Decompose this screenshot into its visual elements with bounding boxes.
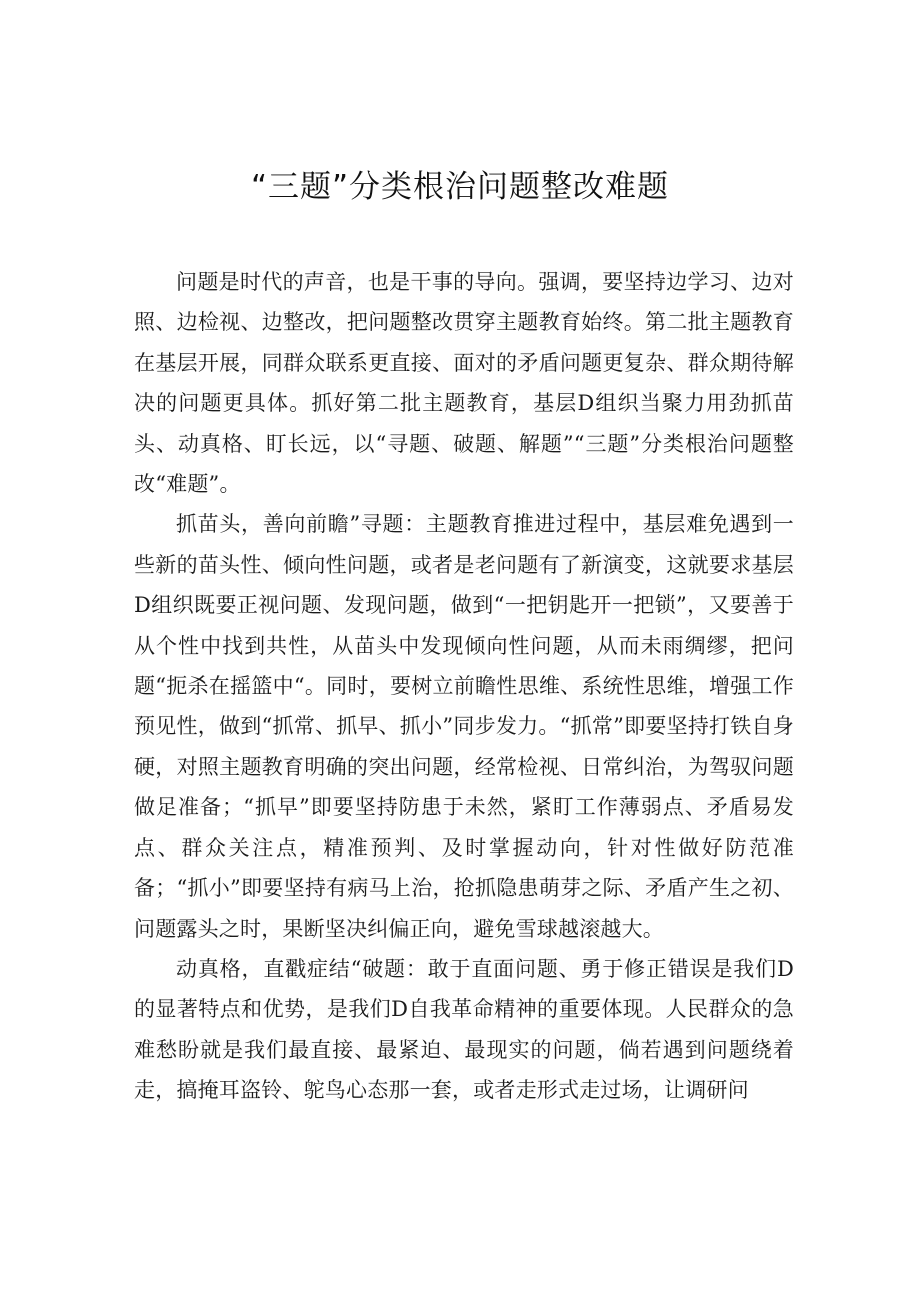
paragraph-find-problems: 抓苗头，善向前瞻”寻题：主题教育推进过程中，基层难免遇到一些新的苗头性、倾向性问题，或者是老问题有了新演变，这就要求基层D组织既要正视问题、发现问题，做到“一把钥匙开一把锁”，又要善于从个性中找到共性，从苗头中发现倾向性问题，从而未雨绸缪，把问题“扼杀在摇篮中“。同时，要树立前瞻性思维、系统性思维，增强工作预见性，做到“抓常、抓早、抓小”同步发力。“抓常”即要坚持打铁自身硬，对照主题教育明确的突出问题，经常检视、日常纠治，为驾驭问题做足准备；“抓早”即要坚持防患于未然，紧盯工作薄弱点、矛盾易发点、群众关注点，精准预判、及时掌握动向，针对性做好防范准备；“抓小”即要坚持有病马上治，抢抓隐患萌芽之际、矛盾产生之初、问题露头之时，果断坚决纠偏正向，避免雪球越滚越大。	[134, 512, 794, 941]
document-title: “三题”分类根治问题整改难题	[250, 169, 670, 205]
paragraph-intro: 问题是时代的声音，也是干事的导向。强调，要坚持边学习、边对照、边检视、边整改，把问题整改贯穿主题教育始终。第二批主题教育在基层开展，同群众联系更直接、面对的矛盾问题更复杂、群众期待解决的问题更具体。抓好第二批主题教育，基层D组织当聚力用劲抓苗头、动真格、盯长远，以“寻题、破题、解题”“三题”分类根治问题整改“难题”。	[134, 270, 794, 497]
document-body	[134, 262, 794, 1111]
paragraph-break-problems: 动真格，直戳症结“破题：敢于直面问题、勇于修正错误是我们D的显著特点和优势，是我们D自我革命精神的重要体现。人民群众的急难愁盼就是我们最直接、最紧迫、最现实的问题，倘若遇到问题绕着走，搞掩耳盗铃、鸵鸟心态那一套，或者走形式走过场，让调研问	[134, 956, 794, 1103]
